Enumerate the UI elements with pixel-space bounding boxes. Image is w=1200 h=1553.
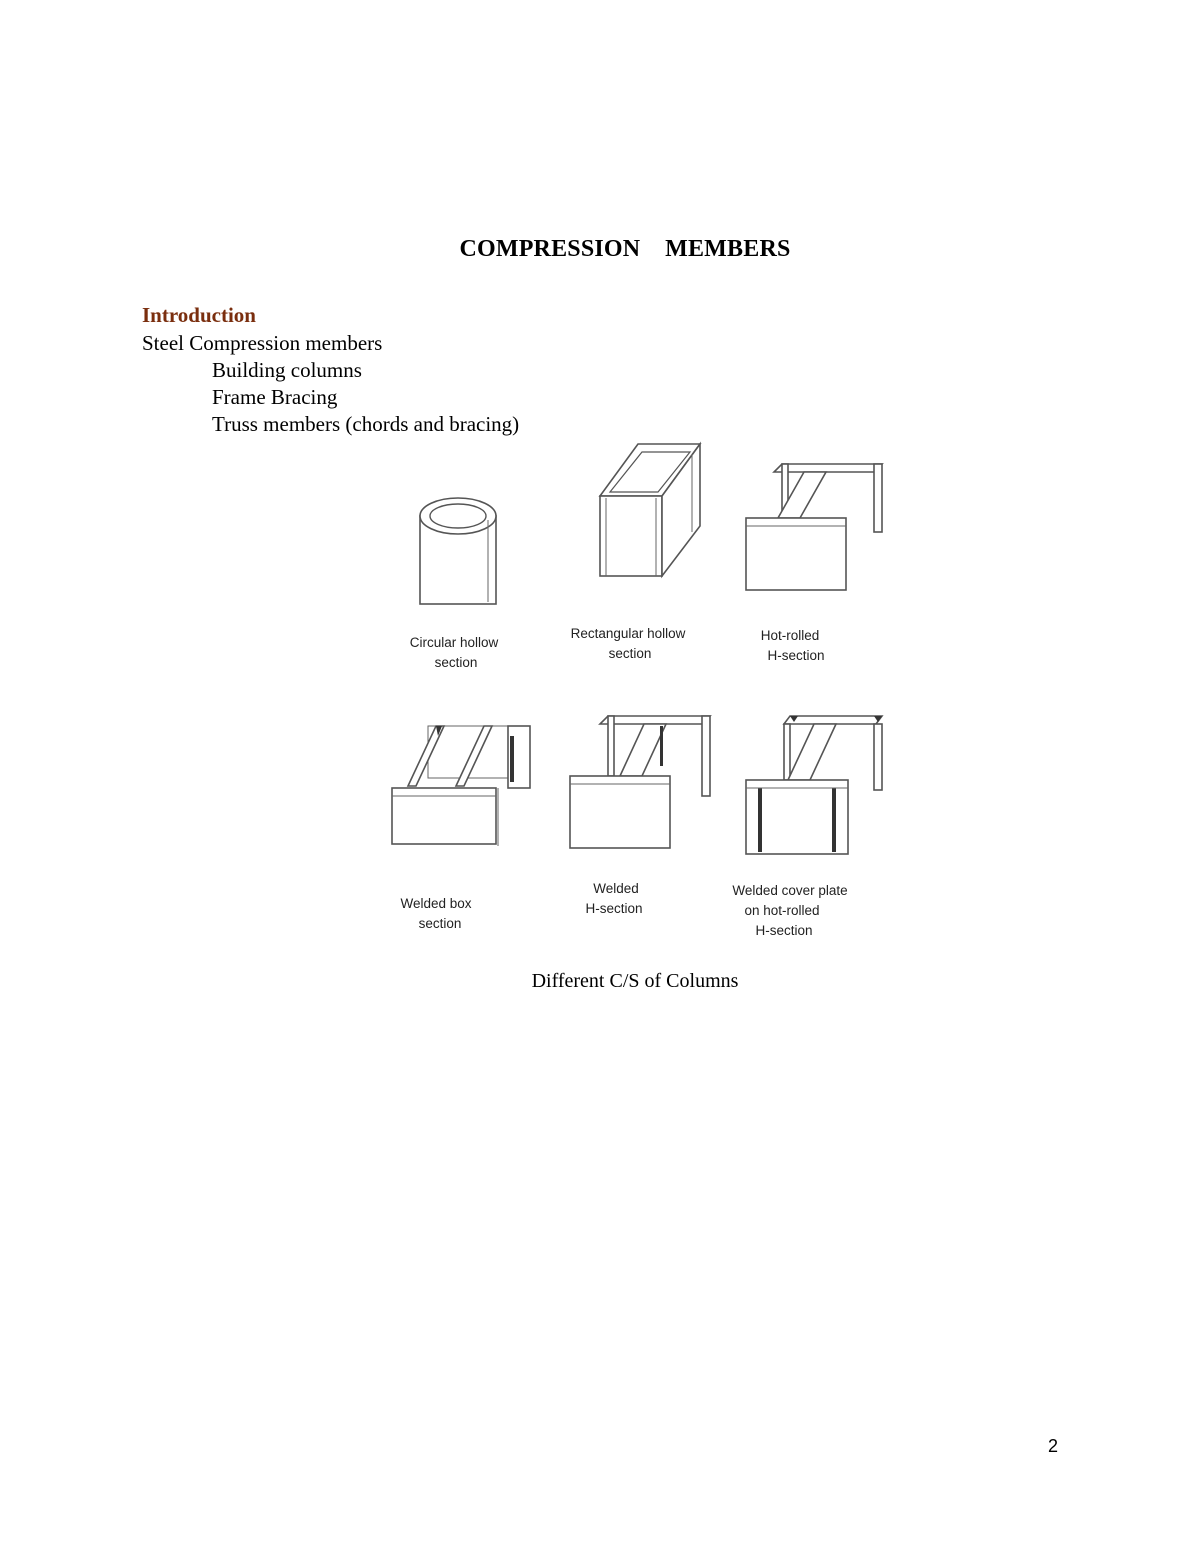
list-item: Truss members (chords and bracing) — [212, 412, 520, 436]
label-weldedh-line-1: Welded — [593, 881, 639, 896]
page-number: 2 — [1048, 1436, 1059, 1456]
section-heading: Introduction — [142, 303, 256, 327]
welded-cover-plate-section-illustration — [746, 716, 882, 854]
intro-lead: Steel Compression members — [142, 331, 383, 355]
column-sections-figure — [380, 436, 900, 946]
label-hotrolled-line-2: H-section — [767, 648, 825, 663]
label-coverplate-line-2: on hot-rolled — [744, 903, 820, 918]
label-weldedbox-line-2: section — [418, 916, 462, 931]
label-circular-line-1: Circular hollow — [409, 635, 499, 650]
label-circular-line-2: section — [434, 655, 478, 670]
welded-h-section-illustration — [570, 716, 710, 848]
rectangular-hollow-section-illustration — [600, 444, 700, 576]
label-weldedh-line-2: H-section — [585, 901, 643, 916]
page-title: COMPRESSION MEMBERS — [459, 236, 791, 262]
hot-rolled-h-section-illustration — [746, 464, 882, 590]
circular-hollow-section-illustration — [420, 498, 496, 604]
list-item: Frame Bracing — [212, 385, 338, 409]
figure-caption: Different C/S of Columns — [531, 970, 739, 992]
list-item: Building columns — [212, 358, 362, 382]
label-rectangular-line-1: Rectangular hollow — [570, 626, 686, 641]
label-rectangular-line-2: section — [608, 646, 652, 661]
label-coverplate-line-1: Welded cover plate — [732, 883, 848, 898]
welded-box-section-illustration — [392, 726, 530, 846]
label-weldedbox-line-1: Welded box — [400, 896, 472, 911]
label-coverplate-line-3: H-section — [755, 923, 813, 938]
label-hotrolled-line-1: Hot-rolled — [760, 628, 820, 643]
